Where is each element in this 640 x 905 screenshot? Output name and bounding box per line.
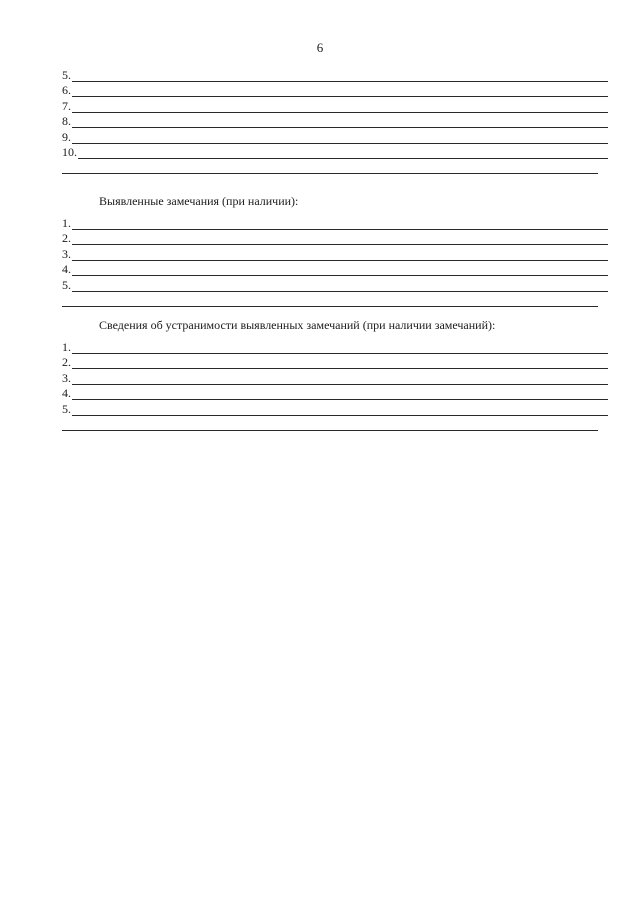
- list-item: [62, 385, 608, 401]
- fill-in-line[interactable]: [78, 147, 608, 159]
- fill-in-line[interactable]: [72, 70, 608, 82]
- fixability-heading: Сведения об устранимости выявленных замечаний (при наличии замечаний):: [99, 318, 496, 332]
- list-item-number: 10.: [62, 145, 77, 159]
- fixability-section: [62, 318, 608, 431]
- list-item-number: 8.: [62, 114, 71, 128]
- list-item: [62, 354, 608, 370]
- list-item: [62, 245, 608, 261]
- list-item-number: 9.: [62, 129, 71, 144]
- list-item: [62, 400, 608, 416]
- list-item: [62, 276, 608, 292]
- list-item: [62, 128, 608, 144]
- list-item: [62, 66, 608, 82]
- list-item-number: 5.: [62, 401, 71, 416]
- list-item: [62, 214, 608, 230]
- fill-in-line[interactable]: [72, 218, 608, 230]
- fill-in-line[interactable]: [72, 116, 608, 128]
- fill-in-line[interactable]: [72, 101, 608, 113]
- list-item-number: 2.: [62, 231, 71, 245]
- trailing-fill-line[interactable]: [62, 292, 598, 307]
- trailing-fill-line[interactable]: [62, 159, 598, 174]
- list-item-number: 3.: [62, 370, 71, 385]
- list-continuation: [62, 66, 608, 174]
- list-item: [62, 369, 608, 385]
- list-item-number: 5.: [62, 277, 71, 292]
- list-item-number: 4.: [62, 262, 71, 276]
- list-item: [62, 82, 608, 98]
- list-item: [62, 144, 608, 160]
- list-item: [62, 113, 608, 129]
- fill-in-line[interactable]: [72, 373, 608, 385]
- fill-in-line[interactable]: [72, 249, 608, 261]
- list-item: [62, 97, 608, 113]
- list-item-number: 4.: [62, 386, 71, 400]
- list-item: [62, 261, 608, 277]
- list-item-number: 5.: [62, 67, 71, 82]
- remarks-heading: Выявленные замечания (при наличии):: [99, 194, 299, 208]
- list-item: [62, 230, 608, 246]
- fill-in-line[interactable]: [72, 388, 608, 400]
- list-item-number: 2.: [62, 355, 71, 369]
- fill-in-line[interactable]: [72, 264, 608, 276]
- fill-in-line[interactable]: [72, 342, 608, 354]
- trailing-fill-line[interactable]: [62, 416, 598, 431]
- remarks-section: [62, 194, 608, 307]
- fill-in-line[interactable]: [72, 280, 608, 292]
- list-item-number: 7.: [62, 98, 71, 113]
- page-number: 6: [316, 40, 324, 55]
- list-item: [62, 338, 608, 354]
- list-item-number: 1.: [62, 215, 71, 230]
- fill-in-line[interactable]: [72, 404, 608, 416]
- fill-in-line[interactable]: [72, 85, 608, 97]
- fill-in-line[interactable]: [72, 132, 608, 144]
- list-item-number: 3.: [62, 246, 71, 261]
- fill-in-line[interactable]: [72, 233, 608, 245]
- list-item-number: 1.: [62, 339, 71, 354]
- list-item-number: 6.: [62, 83, 71, 97]
- fill-in-line[interactable]: [72, 357, 608, 369]
